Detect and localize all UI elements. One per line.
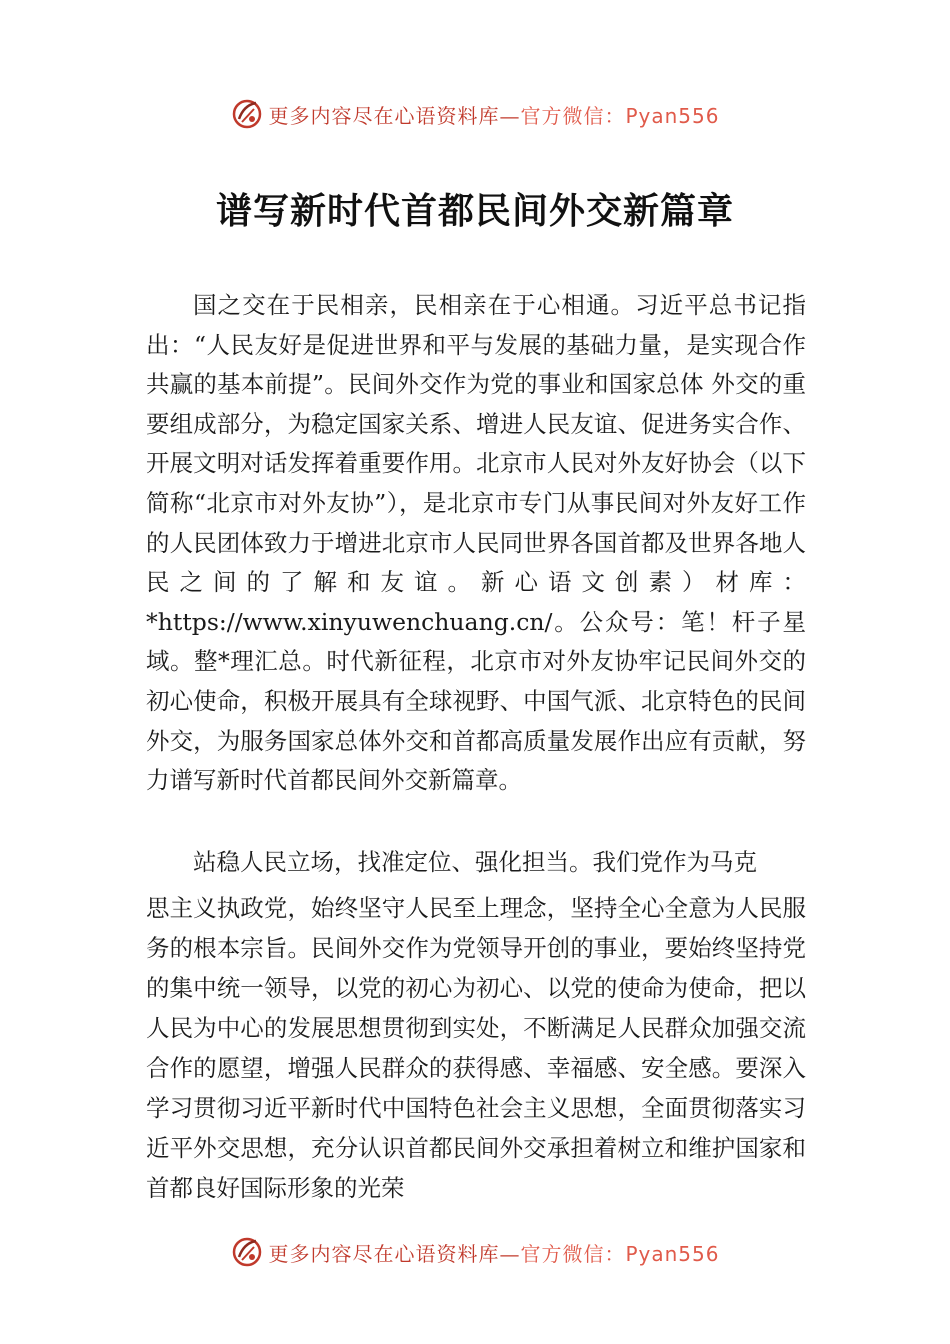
- banner-text: 更多内容尽在心语资料库—: [268, 103, 521, 128]
- brush-seal-logo-icon: [230, 1235, 264, 1269]
- banner-contact: 官方微信：Pyan556: [520, 103, 720, 128]
- header-banner[interactable]: [0, 94, 950, 134]
- paragraph-2-first-line: 站稳人民立场，找准定位、强化担当。我们党作为马克: [193, 848, 757, 876]
- brush-seal-logo-icon: [230, 97, 264, 131]
- banner-text: 更多内容尽在心语资料库—: [268, 1241, 521, 1266]
- banner-contact: 官方微信：Pyan556: [520, 1241, 720, 1266]
- paragraph-1: 国之交在于民相亲，民相亲在于心相通。习近平总书记指出：“人民友好是促进世界和平与发展的基础力量，是实现合作共赢的基本前提”。民间外交作为党的事业和国家总体 外交的重要组成部分，为稳定国家关系、增进人民友谊、促进务实合作、开展文明对话发挥着重要作用。北京市人民对外友好协会（以下简称“北京市对外友协”），是北京市专门从事民间对外友好工作的人民团体致力于增进北京市人民同世界各国首都及世界各地人民之间的了解和友谊。新心语文创素）材库：*https://www.xinyuwenchuang.cn/。公众号：笔！杆子星域。整*理汇总。时代新征程，北京市对外友协牢记民间外交的初心使命，积极开展具有全球视野、中国气派、北京特色的民间外交，为服务国家总体外交和首都高质量发展作出应有贡献，努力谱写新时代首都民间外交新篇章。: [146, 291, 806, 795]
- footer-banner[interactable]: [0, 1232, 950, 1272]
- paragraph-2-rest: 思主义执政党，始终坚守人民至上理念，坚持全心全意为人民服务的根本宗旨。民间外交作为党领导开创的事业，要始终坚持党的集中统一领导，以党的初心为初心、以党的使命为使命，把以人民为中心的发展思想贯彻到实处，不断满足人民群众加强交流合作的愿望，增强人民群众的获得感、幸福感、安全感。要深入学习贯彻习近平新时代中国特色社会主义思想，全面贯彻落实习近平外交思想，充分认识首都民间外交承担着树立和维护国家和首都良好国际形象的光荣: [146, 894, 806, 1202]
- paragraph-2: [146, 842, 806, 1208]
- document-title: 谱写新时代首都民间外交新篇章: [215, 190, 734, 232]
